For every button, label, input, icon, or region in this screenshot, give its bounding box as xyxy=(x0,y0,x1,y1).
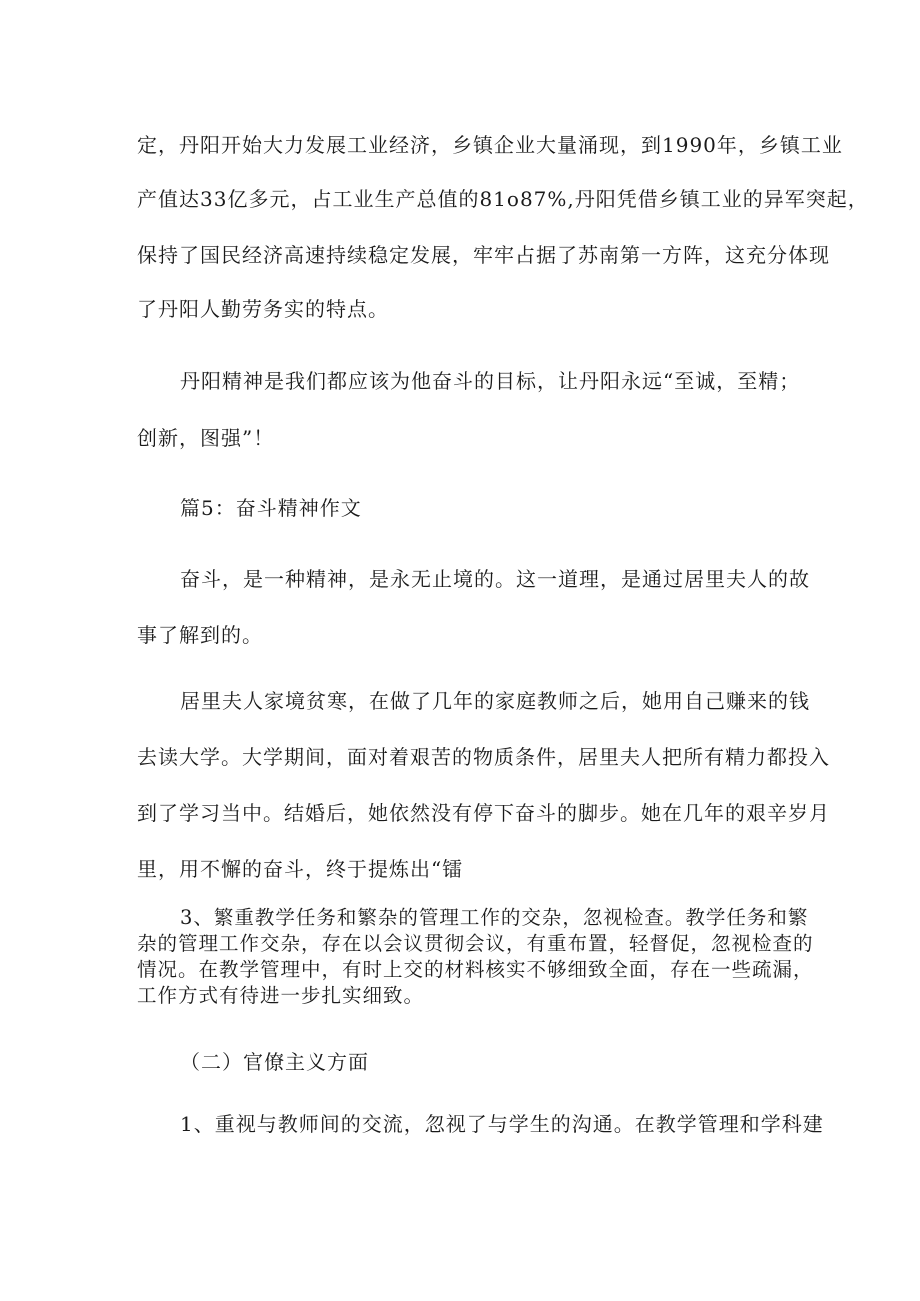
paragraph-line: 事了解到的。 xyxy=(137,623,263,647)
section-heading: （二）官僚主义方面 xyxy=(180,1050,369,1074)
paragraph-line: 产值达33亿多元，占工业生产总值的81o87%,丹阳凭借乡镇工业的异军突起， xyxy=(137,187,869,211)
paragraph-line: 工作方式有待进一步扎实细致。 xyxy=(137,984,425,1007)
paragraph-line: 3、繁重教学任务和繁杂的管理工作的交杂，忽视检查。教学任务和繁 xyxy=(180,906,809,929)
paragraph-line: 定，丹阳开始大力发展工业经济，乡镇企业大量涌现，到1990年，乡镇工业 xyxy=(137,133,843,157)
paragraph-line: 保持了国民经济高速持续稳定发展，牢牢占据了苏南第一方阵，这充分体现 xyxy=(137,243,830,267)
paragraph-line: 情况。在教学管理中，有时上交的材料核实不够细致全面，存在一些疏漏， xyxy=(137,958,814,981)
paragraph-line: 奋斗，是一种精神，是永无止境的。这一道理，是通过居里夫人的故 xyxy=(180,567,810,591)
paragraph-line: 丹阳精神是我们都应该为他奋斗的目标，让丹阳永远“至诚，至精； xyxy=(180,369,801,393)
paragraph-line: 去读大学。大学期间，面对着艰苦的物质条件，居里夫人把所有精力都投入 xyxy=(137,745,830,769)
paragraph-line: 里，用不懈的奋斗，终于提炼出“镭 xyxy=(137,857,464,881)
paragraph-line: 居里夫人家境贫寒，在做了几年的家庭教师之后，她用自己赚来的钱 xyxy=(180,689,810,713)
paragraph-line: 创新，图强”！ xyxy=(137,426,275,450)
paragraph-line: 到了学习当中。结婚后，她依然没有停下奋斗的脚步。她在几年的艰辛岁月 xyxy=(137,801,830,825)
section-heading: 篇5：奋斗精神作文 xyxy=(180,496,362,520)
paragraph-line: 了丹阳人勤劳务实的特点。 xyxy=(137,297,389,321)
paragraph-line: 1、重视与教师间的交流，忽视了与学生的沟通。在教学管理和学科建 xyxy=(180,1112,824,1136)
paragraph-line: 杂的管理工作交杂，存在以会议贯彻会议，有重布置，轻督促，忽视检查的 xyxy=(137,932,814,955)
